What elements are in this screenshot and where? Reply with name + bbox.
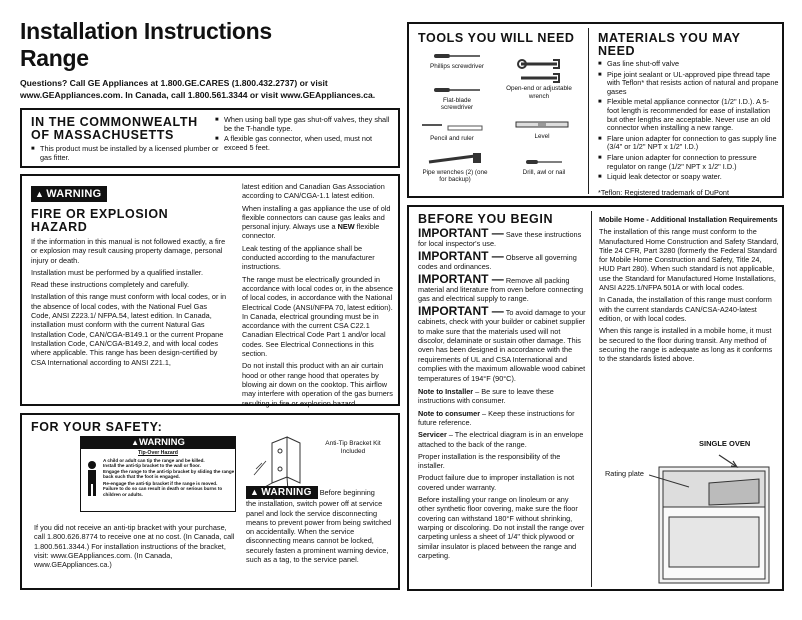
wrench-icon <box>517 73 561 83</box>
tip-over-child-icon <box>83 459 101 499</box>
tip-over-item: Failure to do so can result in death or serious burns to children or adults. <box>103 486 223 497</box>
before-you-begin-box <box>407 205 784 591</box>
materials-item: ■ Gas line shut-off valve <box>598 60 780 69</box>
tip-over-label <box>80 436 236 512</box>
title-line2: Range <box>20 45 89 71</box>
warning-paragraph: If the information in this manual is not followed exactly, a fire or explosion may result causing property damage, personal injury or death. <box>31 237 226 265</box>
warning-paragraph: latest edition and Canadian Gas Association according to CAN/CGA-1.1 latest edition. <box>242 182 385 201</box>
fire-warning-heading-2: HAZARD <box>31 220 88 234</box>
note-installer: Note to Installer – Be sure to leave these instructions with consumer. <box>418 387 554 406</box>
title-line1: Installation Instructions <box>20 18 272 44</box>
note-servicer: Servicer – The electrical diagram is in an envelope attached to the back of the range. <box>418 430 584 449</box>
materials-item: ■ Flare union adapter for connection to gas supply line (3/4" or 1/2" NPT x 1/2" I.D.) <box>598 135 780 152</box>
before-heading: BEFORE YOU BEGIN <box>418 212 554 226</box>
column-divider <box>591 211 592 587</box>
important-note: IMPORTANT — Remove all packing material and literature from oven before connecting gas and electrical supply to range. <box>418 271 584 304</box>
tool-phillips: Phillips screwdriver <box>427 52 487 70</box>
pipe-wrench-icon <box>425 152 485 166</box>
fire-warning-heading-1: FIRE OR EXPLOSION <box>31 207 169 221</box>
massachusetts-box <box>20 108 400 168</box>
oven-rating-plate-image <box>649 447 781 587</box>
contact-info: Questions? Call GE Appliances at 1.800.GE.CARES (1.800.432.2737) or visit www.GEAppliances.com. In Canada, call 1.800.561.3344 or visit www.GEAppliances.ca. <box>20 78 376 100</box>
materials-item: ■ Liquid leak detector or soapy water. <box>598 173 780 182</box>
warning-triangle-icon: ▲ <box>250 487 260 497</box>
massachusetts-heading-1: IN THE COMMONWEALTH <box>31 115 198 129</box>
tip-over-badge: ▲WARNING <box>81 437 235 449</box>
power-warning-text: the installation, switch power off at service panel and lock the service disconnecting means to prevent power from being switched on accidentally. When the service disconnecting means cannot be locked, securely fasten a prominent warning device, such as a tag, to the service panel. <box>246 499 392 565</box>
bracket-paragraph: If you did not receive an anti-tip bracket with your purchase, call 1.800.626.8774 to receive one at no cost. (In Canada, call 1.800.561.3344.) For installation instructions of the bracket, visit: www.GEAppliances.com. (In Canada, www.GEAppliances.ca.) <box>34 523 235 570</box>
warning-triangle-icon: ▲ <box>35 189 45 199</box>
tool-flat-blade: Flat-blade screwdriver <box>427 86 487 112</box>
tool-pipe-wrench: Pipe wrenches (2) (one for backup) <box>419 152 491 184</box>
power-warning-first-line: ▲ WARNING Before beginning <box>246 486 396 499</box>
massachusetts-heading-2: OF MASSACHUSETTS <box>31 128 174 142</box>
page-title <box>20 18 272 72</box>
massachusetts-bullet: ■ This product must be installed by a licensed plumber or gas fitter. <box>31 145 221 162</box>
tip-over-item: Re-engage the anti-tip bracket if the range is moved. <box>103 481 218 487</box>
pencil-ruler-icon <box>420 122 484 132</box>
fire-warning-box <box>20 174 400 406</box>
warning-triangle-icon: ▲ <box>131 438 139 447</box>
before-paragraph: Product failure due to improper installation is not covered under warranty. <box>418 473 575 492</box>
massachusetts-bullet: ■ When using ball type gas shut-off valves, they shall be the T-handle type. <box>215 116 395 133</box>
tools-materials-box <box>407 22 784 198</box>
safety-box <box>20 413 400 590</box>
tip-over-item: Engage the range to the anti-tip bracket by sliding the range back such that the foot is engaged. <box>103 468 235 479</box>
warning-paragraph: Read these instructions completely and carefully. <box>31 280 190 290</box>
drill-icon <box>524 158 564 166</box>
materials-heading: MATERIALS YOU MAY NEED <box>598 31 741 58</box>
massachusetts-bullet: ■ A flexible gas connector, when used, must not exceed 5 feet. <box>215 135 395 152</box>
tool-level: Level <box>507 120 577 140</box>
tip-over-item: Install the anti-tip bracket to the wall or floor. <box>103 463 201 469</box>
important-note: IMPORTANT — Observe all governing codes and ordinances. <box>418 248 577 272</box>
wrench-icon <box>517 58 561 70</box>
warning-paragraph: Installation of this range must conform with local codes, or in the absence of local codes, with the National Fuel Gas Code, ANSI Z223.1/ NFPA.54, latest edition. In Canada, installation must conform with the current Natural Gas Installation Code, CAN/CGA-B149.1 or the current Propane Installation Code, CAN/CGA-B149.2, and with local codes where applicable. This range has been design-certified by CSA International according to ANSI Z21.1, <box>31 292 227 367</box>
materials-item: ■ Pipe joint sealant or UL-approved pipe thread tape with Teflon* that resists action of natural and propane gases <box>598 71 780 97</box>
rating-plate-label: Rating plate <box>605 469 644 478</box>
level-icon <box>514 120 570 130</box>
screwdriver-icon <box>432 86 482 94</box>
warning-paragraph: Do not install this product with an air curtain hood or other range hood that operates by blowing air down on the cooktop. This airflow may interfere with operation of the gas burners resulting in fire or explosion hazard. <box>242 361 393 408</box>
column-divider <box>588 28 589 194</box>
bracket-caption: Anti-Tip Bracket Kit Included <box>325 440 381 455</box>
warning-badge: ▲ WARNING <box>31 186 107 202</box>
tool-wrench: Open-end or adjustable wrench <box>504 58 574 100</box>
before-paragraph: Before installing your range on linoleum or any other synthetic floor covering, make sure the floor covering can withstand 180°F without shrinking, warping or discoloring. Do not install the range over carpeting unless a sheet of 1/4" thick plywood or similar insulator is placed between the range and carpeting. <box>418 495 585 560</box>
teflon-footnote: *Teflon: Registered trademark of DuPont <box>598 187 730 197</box>
warning-paragraph: Leak testing of the appliance shall be conducted according to the manufacturer instructions. <box>242 243 375 272</box>
safety-heading: FOR YOUR SAFETY: <box>31 420 163 434</box>
tip-over-title: Tip-Over Hazard <box>138 450 178 456</box>
materials-item: ■ Flare union adapter for connection to pressure regulator on range (1/2" NPT x 1/2" I.D.) <box>598 154 780 171</box>
important-note: IMPORTANT — To avoid damage to your cabinets, check with your builder or cabinet supplier to make sure that the materials used will not discolor, delaminate or sustain other damage. This oven has been designed in accordance with the requirements of UL and CSA International and complies with the maximum allowable wood cabinet temperatures of 194°F (90°C). <box>418 303 586 383</box>
mobile-home-heading: Mobile Home - Additional Installation Requirements <box>599 215 778 224</box>
before-paragraph: Proper installation is the responsibility of the installer. <box>418 451 561 471</box>
tool-pencil-ruler: Pencil and ruler <box>417 122 487 142</box>
mobile-home-paragraph: The installation of this range must conform to the Manufactured Home Construction and Safety Standard, Title 24 CFR, Part 3280 (formerly the Federal Standard for Mobile Home Construction and Safety, Title 24, HUD Part 280). When such standard is not applicable, use the Standard for Manufactured Home Installations, ANSI A225.1/NFPA 501A or with local codes. <box>599 227 779 293</box>
warning-badge: ▲ WARNING <box>246 486 318 499</box>
important-note: IMPORTANT — Save these instructions for local inspector's use. <box>418 226 582 249</box>
tip-over-item: A child or adult can tip the range and be killed. <box>103 458 205 463</box>
tool-drill: Drill, awl or nail <box>509 158 579 176</box>
tools-heading: TOOLS YOU WILL NEED <box>418 31 575 45</box>
note-consumer: Note to consumer – Keep these instructions for future reference. <box>418 408 575 427</box>
warning-paragraph: Installation must be performed by a qualified installer. <box>31 267 203 277</box>
screwdriver-icon <box>432 52 482 60</box>
mobile-home-paragraph: In Canada, the installation of this range must conform with the current standards CAN/CSA-A240-latest edition, or with local codes. <box>599 295 772 323</box>
single-oven-label: SINGLE OVEN <box>699 439 751 448</box>
materials-item: ■ Flexible metal appliance connector (1/2" I.D.). A 5-foot length is recommended for ease of installation but other lengths are acceptable. Never use an old connector when installing a new range. <box>598 98 780 132</box>
warning-paragraph: The range must be electrically grounded in accordance with local codes or, in the absence of local codes, in accordance with the National Electrical Code (ANSI/NFPA 70, latest edition). In Canada, electrical grounding must be in accordance with the current CSA C22.1 Canadian Electrical Code Part 1 and/or local codes. See Electrical Connections in this section. <box>242 274 393 359</box>
warning-paragraph: When installing a gas appliance the use of old flexible connectors can cause gas leaks and personal injury. Always use a NEW flexible connector. <box>242 203 391 241</box>
mobile-home-paragraph: When this range is installed in a mobile home, it must be secured to the floor during transit. Any method of securing the range is adequate as long as it conforms to the standards listed above. <box>599 326 773 364</box>
